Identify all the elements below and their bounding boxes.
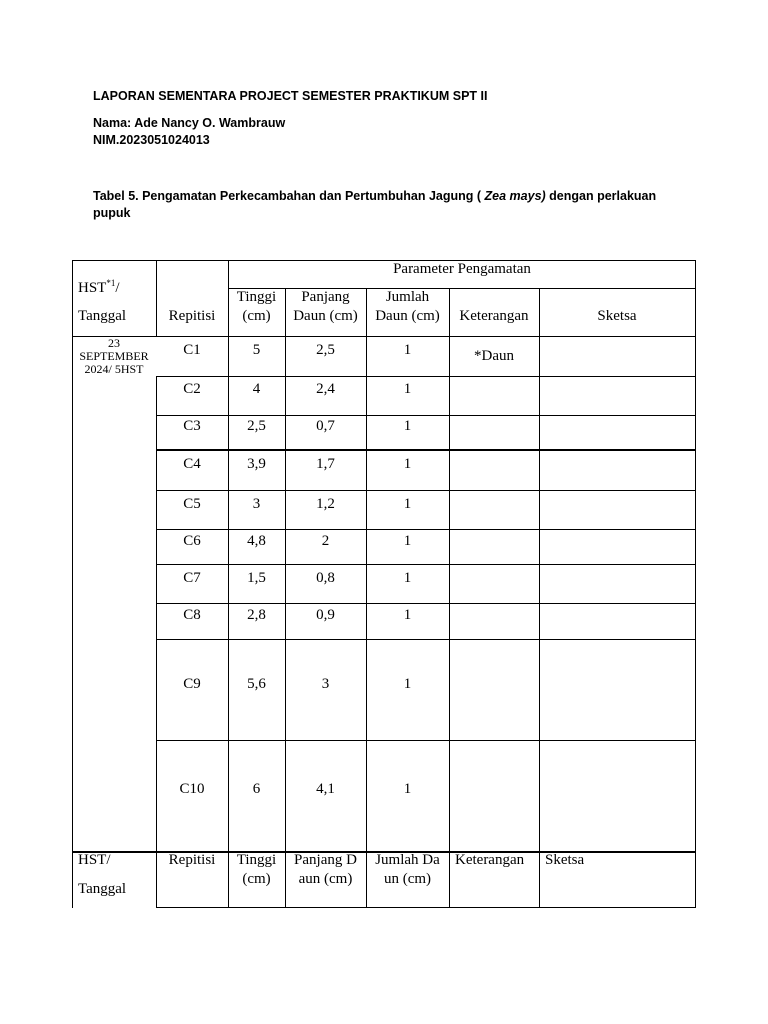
cell-tinggi: 6	[252, 781, 261, 797]
cell-repitisi: C4	[183, 456, 201, 472]
cell-jumlah-daun: 1	[403, 381, 412, 397]
cell-repitisi: C6	[183, 533, 201, 549]
cell-jumlah-daun: 1	[403, 418, 412, 434]
caption-species: Zea mays)	[484, 189, 546, 203]
cell-tinggi: 5,6	[247, 676, 266, 692]
cell-panjang-daun: 0,7	[316, 418, 335, 434]
cell-tinggi: 3,9	[247, 456, 266, 472]
cell-tinggi: 3	[252, 496, 261, 512]
cell-panjang-daun: 2,4	[316, 381, 335, 397]
repeat-header-jumlah-daun: Jumlah Da un (cm)	[375, 852, 440, 887]
header-tanggal: Tanggal	[78, 308, 127, 324]
student-name: Nama: Ade Nancy O. Wambrauw	[93, 116, 286, 130]
cell-panjang-daun: 3	[321, 676, 330, 692]
cell-jumlah-daun: 1	[403, 342, 412, 358]
cell-repitisi: C8	[183, 607, 201, 623]
cell-repitisi: C2	[183, 381, 201, 397]
repeat-header-sketsa: Sketsa	[545, 852, 585, 868]
header-jumlah-daun: Jumlah Daun (cm)	[375, 289, 440, 324]
cell-jumlah-daun: 1	[403, 781, 412, 797]
header-hst: HST$^{*1}$/	[78, 278, 120, 296]
document-title: LAPORAN SEMENTARA PROJECT SEMESTER PRAKTIKUM SPT II	[93, 89, 488, 103]
cell-repitisi: C5	[183, 496, 201, 512]
header-tinggi: Tinggi (cm)	[236, 289, 277, 324]
date-cell: 23 SEPTEMBER 2024/ 5HST	[79, 336, 149, 376]
header-repitisi: Repitisi	[168, 308, 216, 324]
cell-repitisi: C9	[183, 676, 201, 692]
cell-repitisi: C7	[183, 570, 201, 586]
cell-panjang-daun: 1,2	[316, 496, 335, 512]
repeat-header-tanggal: Tanggal	[78, 881, 127, 897]
header-sketsa: Sketsa	[597, 308, 637, 324]
repeat-header-tinggi: Tinggi (cm)	[236, 852, 277, 887]
student-nim: NIM.2023051024013	[93, 133, 210, 147]
cell-jumlah-daun: 1	[403, 607, 412, 623]
cell-jumlah-daun: 1	[403, 456, 412, 472]
cell-panjang-daun: 2	[321, 533, 330, 549]
cell-repitisi: C1	[183, 342, 201, 358]
repeat-header-hst: HST/	[78, 852, 111, 868]
cell-jumlah-daun: 1	[403, 676, 412, 692]
cell-panjang-daun: 0,9	[316, 607, 335, 623]
cell-tinggi: 2,5	[247, 418, 266, 434]
repeat-header-repitisi: Repitisi	[168, 852, 216, 868]
caption-text-start: Tabel 5. Pengamatan Perkecambahan dan Pertumbuhan Jagung (	[93, 189, 485, 203]
caption-text-end: dengan perlakuan pupuk	[93, 189, 657, 220]
cell-panjang-daun: 2,5	[316, 342, 335, 358]
table-caption	[93, 188, 673, 222]
cell-repitisi: C3	[183, 418, 201, 434]
header-panjang-daun: Panjang Daun (cm)	[293, 289, 358, 324]
cell-repitisi: C10	[179, 781, 205, 797]
cell-keterangan: *Daun	[474, 348, 514, 364]
cell-jumlah-daun: 1	[403, 533, 412, 549]
repeat-header-keterangan: Keterangan	[455, 852, 525, 868]
header-parameter-pengamatan: Parameter Pengamatan	[393, 261, 531, 277]
cell-tinggi: 4	[252, 381, 261, 397]
repeat-header-panjang-daun: Panjang D aun (cm)	[294, 852, 357, 887]
cell-jumlah-daun: 1	[403, 570, 412, 586]
cell-panjang-daun: 4,1	[316, 781, 335, 797]
cell-tinggi: 1,5	[247, 570, 266, 586]
cell-panjang-daun: 1,7	[316, 456, 335, 472]
cell-tinggi: 2,8	[247, 607, 266, 623]
cell-jumlah-daun: 1	[403, 496, 412, 512]
header-keterangan: Keterangan	[459, 308, 529, 324]
cell-tinggi: 4,8	[247, 533, 266, 549]
cell-panjang-daun: 0,8	[316, 570, 335, 586]
cell-tinggi: 5	[252, 342, 261, 358]
